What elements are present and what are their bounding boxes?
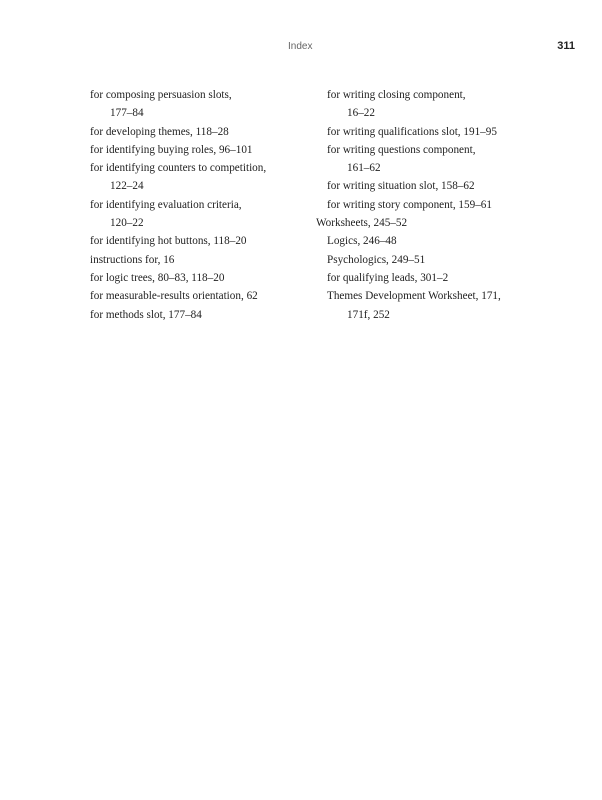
index-subentry: for writing situation slot, 158–62 <box>327 180 475 193</box>
index-subentry: for writing story component, 159–61 <box>327 198 492 211</box>
index-entry: for developing themes, 118–28 <box>90 125 229 138</box>
page-number: 311 <box>557 40 575 52</box>
index-entry-continuation: 171f, 252 <box>347 308 390 321</box>
index-column-right <box>316 86 556 324</box>
index-entry-continuation: 16–22 <box>347 107 375 120</box>
index-subentry: for writing questions component, <box>327 143 476 156</box>
index-entry-continuation: 120–22 <box>110 217 144 230</box>
index-main-entry: Worksheets, 245–52 <box>316 217 408 230</box>
index-entry-continuation: 177–84 <box>110 107 144 120</box>
index-entry-continuation: 122–24 <box>110 180 144 193</box>
index-entry: for identifying hot buttons, 118–20 <box>90 235 247 248</box>
index-entry: for methods slot, 177–84 <box>90 308 202 321</box>
index-entry: instructions for, 16 <box>90 253 175 266</box>
index-subentry: for qualifying leads, 301–2 <box>327 271 449 284</box>
index-entry: for logic trees, 80–83, 118–20 <box>90 271 225 284</box>
index-entry-continuation: 161–62 <box>347 162 381 175</box>
index-entry: for identifying evaluation criteria, <box>90 198 242 211</box>
index-subentry: Psychologics, 249–51 <box>327 253 426 266</box>
running-head <box>0 41 602 59</box>
index-entry: for identifying buying roles, 96–101 <box>90 143 253 156</box>
index-entry: for measurable-results orientation, 62 <box>90 290 258 303</box>
section-label: Index <box>288 41 313 52</box>
index-column-left <box>90 86 310 324</box>
index-entry: for composing persuasion slots, <box>90 89 232 101</box>
index-subentry: for writing qualifications slot, 191–95 <box>327 125 497 138</box>
index-subentry: for writing closing component, <box>327 89 466 101</box>
index-subentry: Themes Development Worksheet, 171, <box>327 290 501 303</box>
index-entry: for identifying counters to competition, <box>90 162 267 175</box>
index-subentry: Logics, 246–48 <box>327 235 397 248</box>
